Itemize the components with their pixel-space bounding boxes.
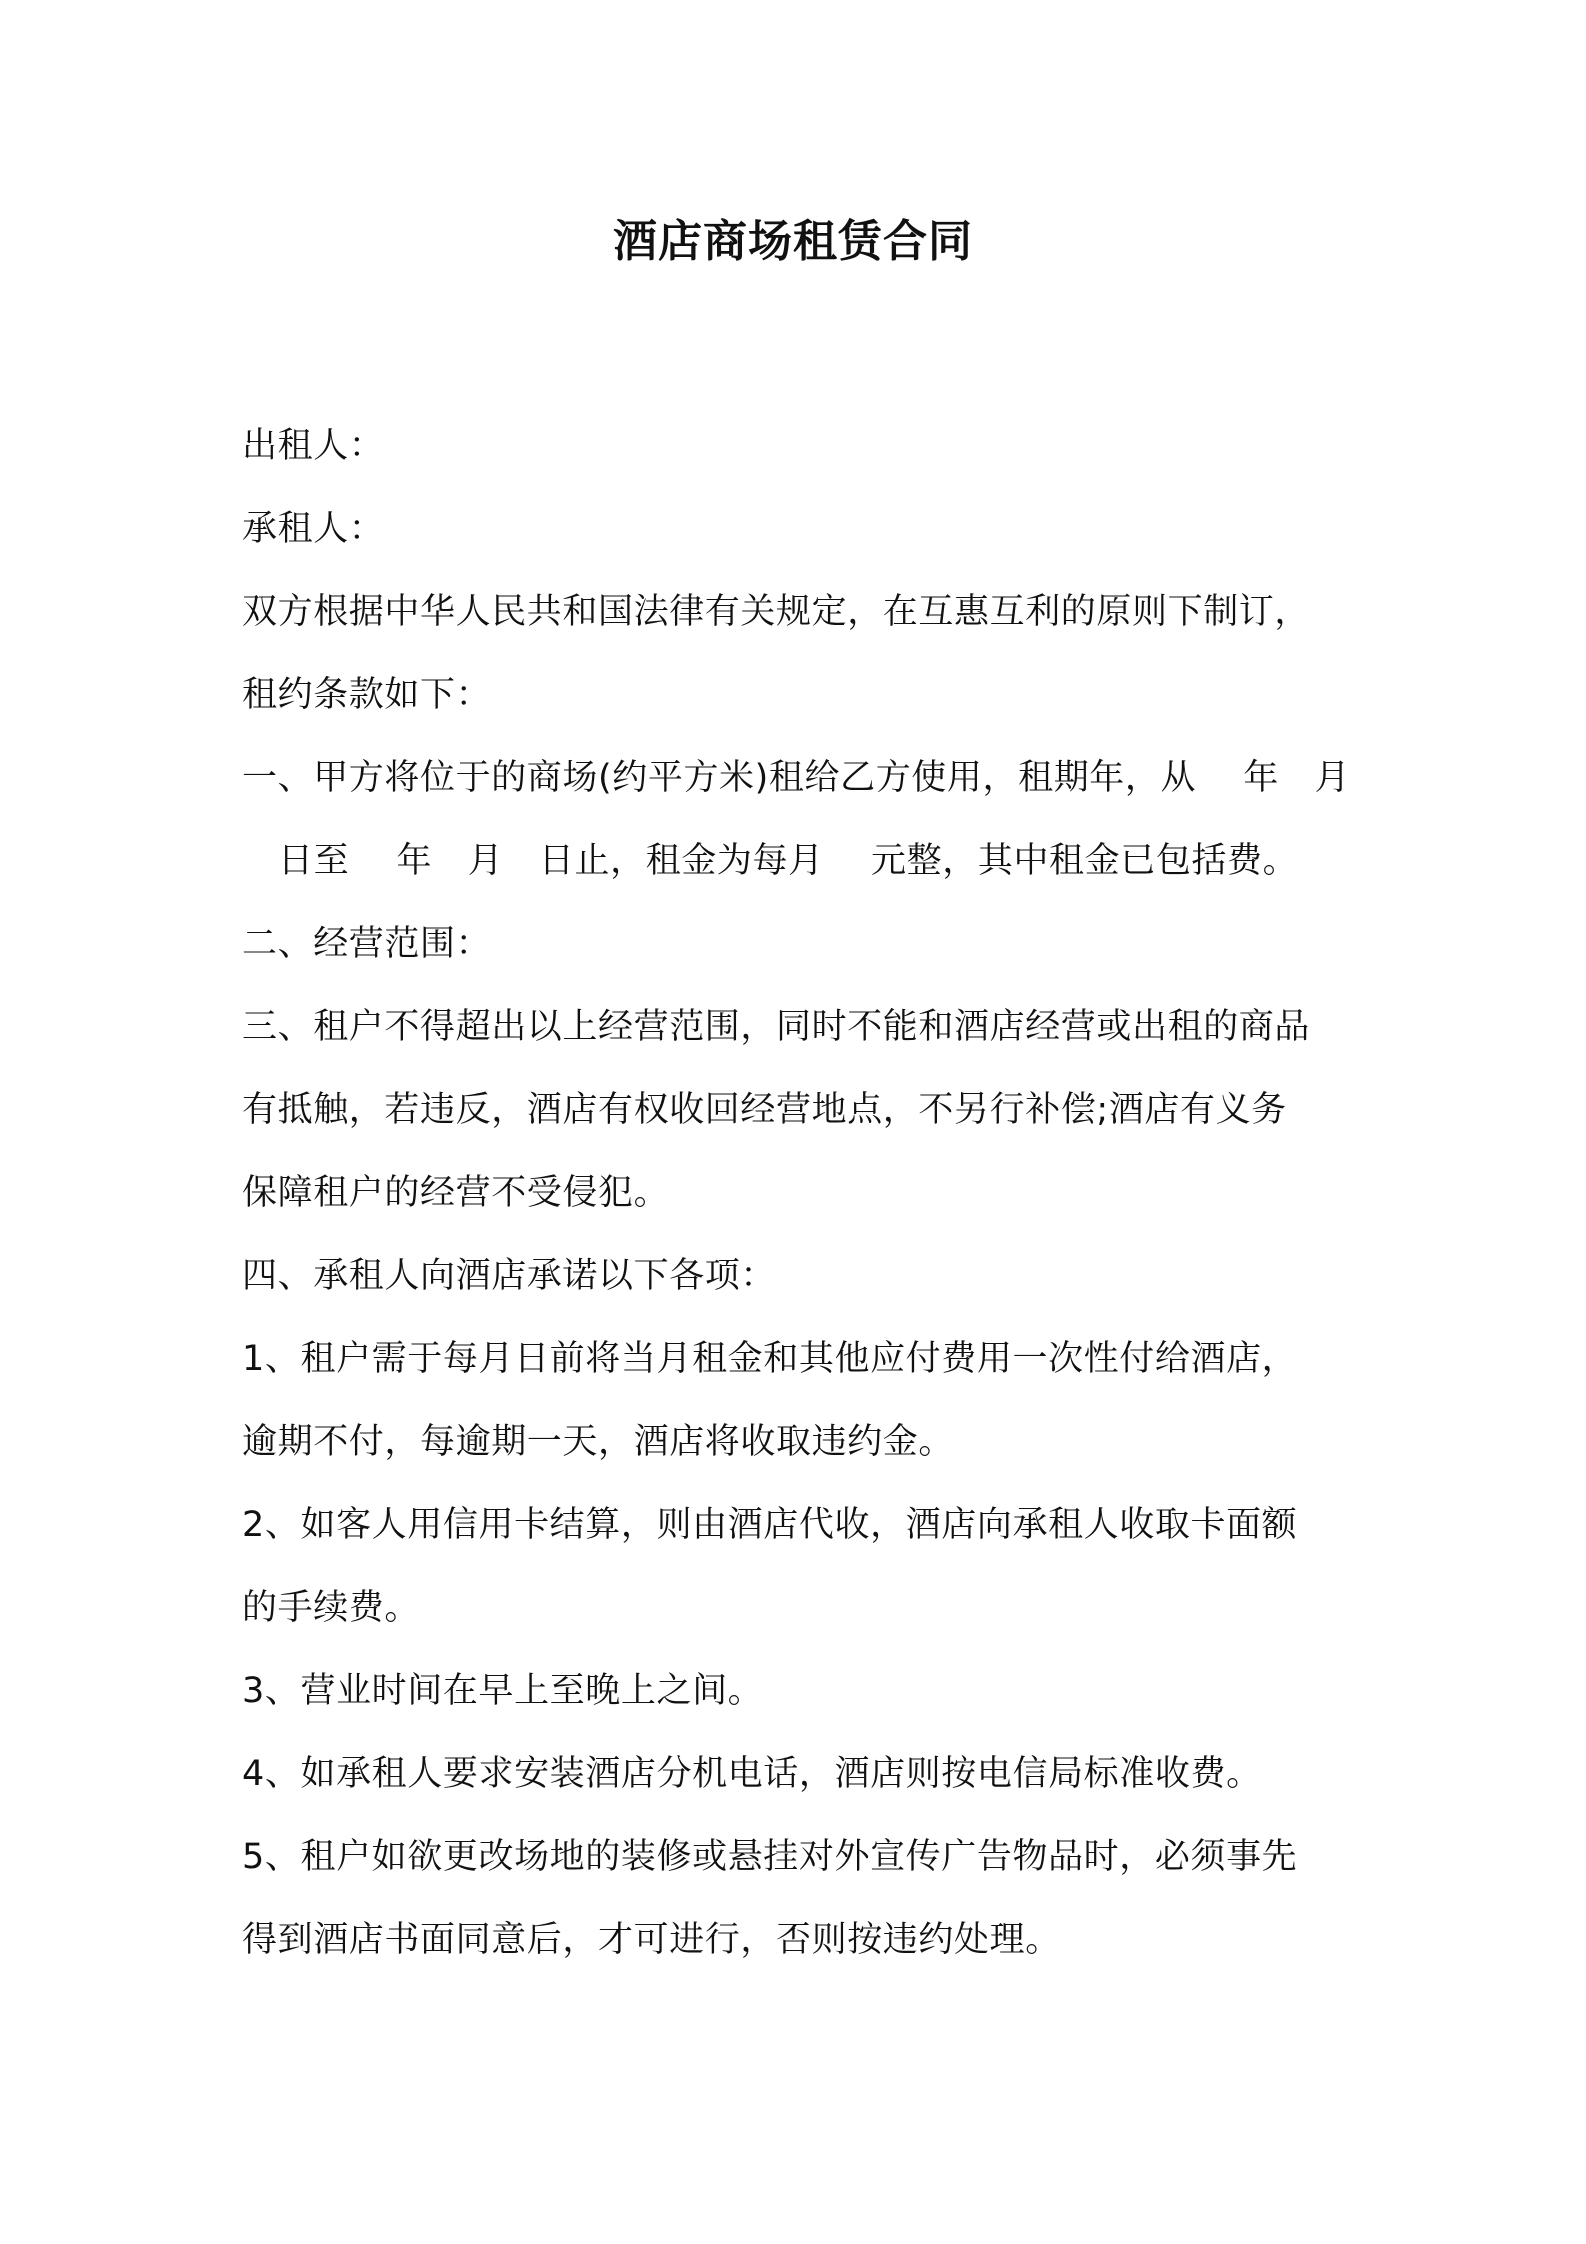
paragraph-line: 租约条款如下：: [242, 675, 492, 715]
document-title: 酒店商场租赁合同: [613, 216, 973, 267]
item-4-line: 4、如承租人要求安装酒店分机电话，酒店则按电信局标准收费。: [242, 1754, 1262, 1794]
clause-1-line: 日至 年 月 日止，租金为每月 元整，其中租金已包括费。: [278, 841, 1299, 881]
item-5-line: 得到酒店书面同意后，才可进行，否则按违约处理。: [242, 1920, 1061, 1960]
item-2-line: 的手续费。: [242, 1588, 421, 1628]
clause-1-line: 一、甲方将位于的商场(约平方米)租给乙方使用，租期年，从 年 月: [242, 758, 1351, 798]
item-1-line: 1、租户需于每月日前将当月租金和其他应付费用一次性付给酒店，: [242, 1339, 1298, 1379]
item-2-line: 2、如客人用信用卡结算，则由酒店代收，酒店向承租人收取卡面额: [242, 1505, 1298, 1545]
item-5-line: 5、租户如欲更改场地的装修或悬挂对外宣传广告物品时，必须事先: [242, 1837, 1298, 1877]
lessee-line: 承租人：: [242, 509, 385, 549]
clause-3-line: 三、租户不得超出以上经营范围，同时不能和酒店经营或出租的商品: [242, 1007, 1311, 1047]
document-body: [242, 405, 1352, 1982]
paragraph-line: 双方根据中华人民共和国法律有关规定，在互惠互利的原则下制订，: [242, 592, 1311, 632]
item-3-line: 3、营业时间在早上至晚上之间。: [242, 1671, 764, 1711]
lessor-line: 出租人：: [242, 426, 385, 466]
clause-2-line: 二、经营范围：: [242, 924, 492, 964]
clause-3-line: 有抵触，若违反，酒店有权收回经营地点，不另行补偿;酒店有义务: [242, 1090, 1287, 1130]
clause-3-line: 保障租户的经营不受侵犯。: [242, 1173, 670, 1213]
clause-4-heading: 四、承租人向酒店承诺以下各项：: [242, 1256, 777, 1296]
item-1-line: 逾期不付，每逾期一天，酒店将收取违约金。: [242, 1422, 955, 1462]
